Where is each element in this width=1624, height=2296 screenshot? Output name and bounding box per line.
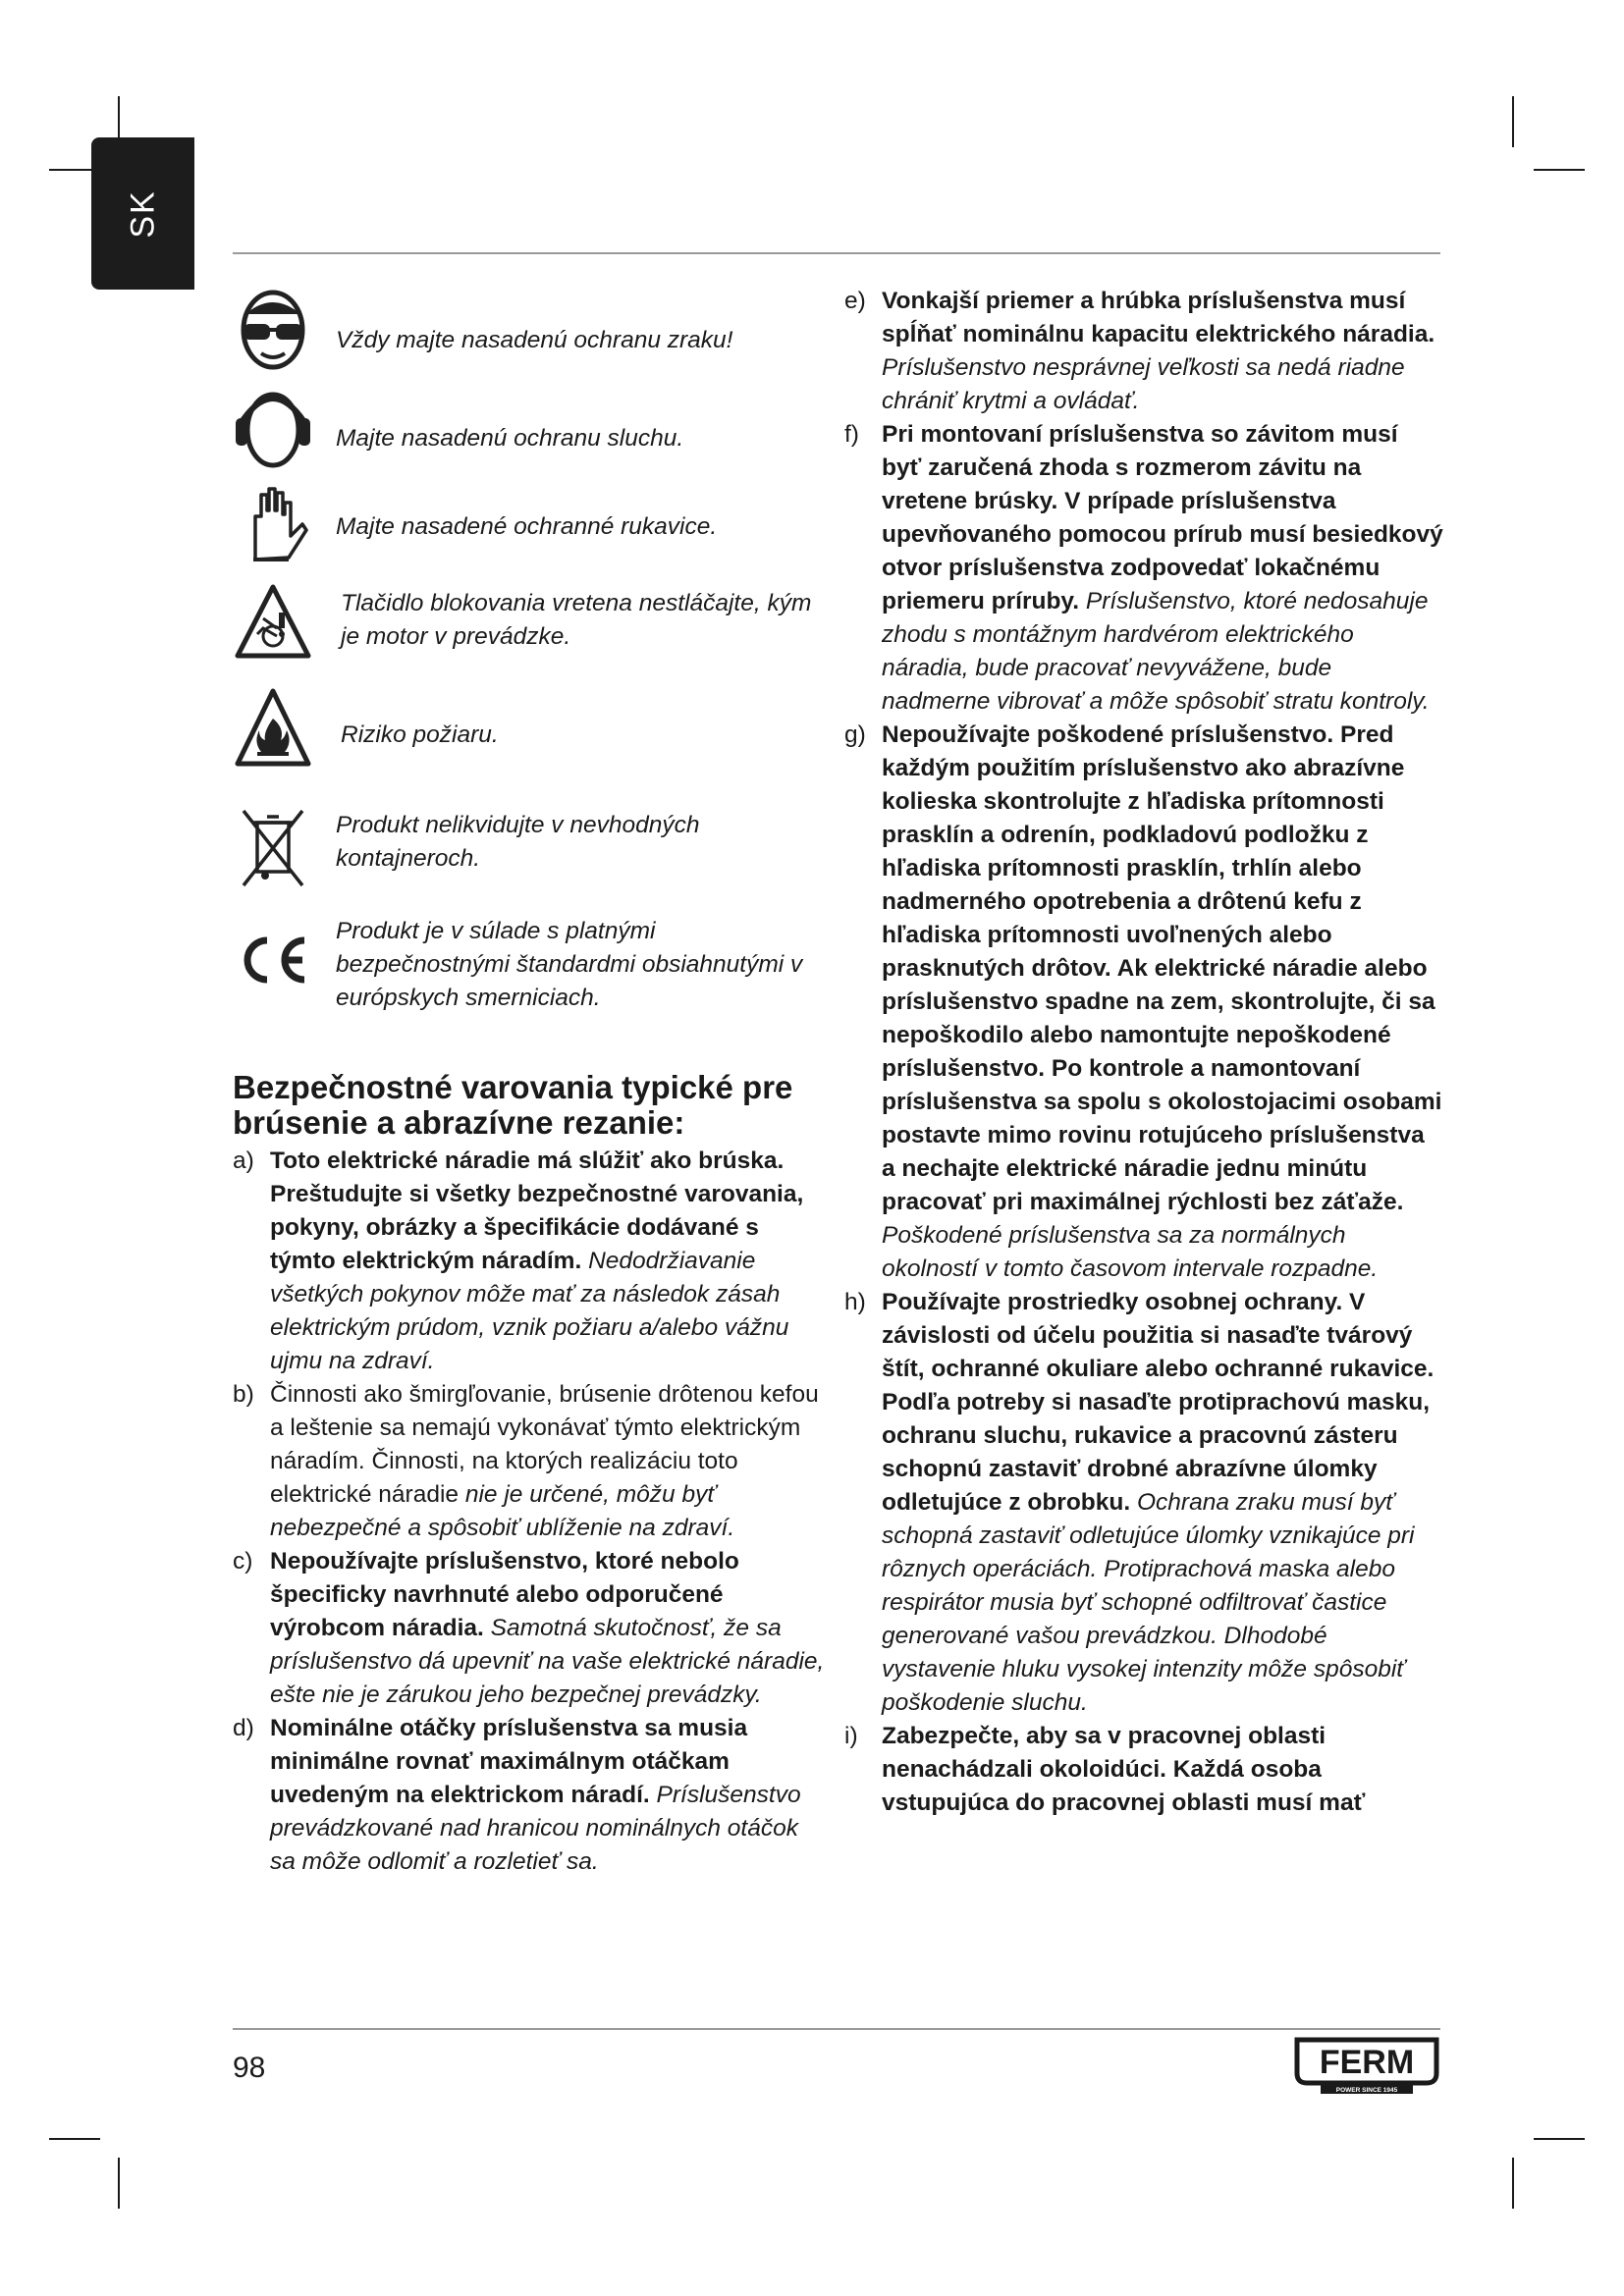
item-bold-text: Pri montovaní príslušenstva so závitom musí byť zaručená zhoda s rozmerom závitu na vretene brúsky. V prípade príslušenstva upevňovaného pomocou prírub musí besiedkový otvor príslušenstva zodpovedať lokačnému priemeru príruby. <box>882 421 1443 614</box>
logo-brand: FERM <box>1319 2044 1415 2081</box>
list-item <box>233 1378 827 1545</box>
item-label: f) <box>844 421 859 448</box>
list-item <box>233 1145 827 1378</box>
item-text: Činnosti ako šmirgľovanie, brúsenie drôtenou kefou a leštenie sa nemajú vykonávať týmto elektrickým náradím. Činnosti, na ktorých realizáciu toto elektrické náradie <box>270 1381 819 1508</box>
crop-mark <box>1512 96 1514 147</box>
item-label: g) <box>844 721 866 748</box>
footer-rule <box>233 2028 1440 2030</box>
fire-hazard-icon <box>233 685 313 774</box>
ce-mark-icon <box>233 917 313 1005</box>
item-label: d) <box>233 1715 254 1741</box>
list-item <box>844 1286 1443 1720</box>
item-italic-text: Príslušenstvo nesprávnej veľkosti sa nedá riadne chrániť krytmi a ovládať. <box>882 354 1405 414</box>
item-bold-text: Vonkajší priemer a hrúbka príslušenstva musí spĺňať nominálnu kapacitu elektrického náradia. <box>882 288 1435 347</box>
list-item <box>844 1720 1443 1820</box>
item-italic-text: nie je určené, môžu byť nebezpečné a spôsobiť ublíženie na zdraví. <box>270 1481 735 1541</box>
list-item <box>233 1712 827 1879</box>
symbol-row <box>233 579 827 681</box>
header-rule <box>233 252 1440 254</box>
symbol-text: Vždy majte nasadenú ochranu zraku! <box>336 327 733 353</box>
item-bold-text: Toto elektrické náradie má slúžiť ako brúska. Preštudujte si všetky bezpečnostné varovania, pokyny, obrázky a špecifikácie dodávané s týmto elektrickým náradím. <box>270 1148 804 1274</box>
ferm-logo <box>1293 2034 1440 2095</box>
symbol-text: Majte nasadené ochranné rukavice. <box>336 513 718 540</box>
symbol-text: Produkt nelikvidujte v nevhodných kontajneroch. <box>336 812 700 872</box>
crop-mark <box>49 2138 100 2140</box>
symbol-row <box>233 285 827 379</box>
list-item <box>844 418 1443 719</box>
item-bold-text: Nepoužívajte poškodené príslušenstvo. Pred každým použitím príslušenstvo ako abrazívne kolieska skontrolujte z hľadiska prítomnosti prasklín a odrenín, podkladovú podložku z hľadiska prítomnosti prasklín, trhlín alebo nadmerného opotrebenia a drôtenú kefu z hľadiska prítomnosti uvoľnených alebo prasknutých drôtov. Ak elektrické náradie alebo príslušenstvo spadne na zem, skontrolujte, či sa nepoškodilo alebo namontujte nepoškodené príslušenstvo. Po kontrole a namontovaní príslušenstva sa spolu s okolostojacimi osobami postavte mimo rovinu rotujúceho príslušenstva a nechajte elektrické náradie jednu minútu pracovať pri maximálnej rýchlosti bez záťaže. <box>882 721 1442 1215</box>
item-italic-text: Príslušenstvo prevádzkované nad hranicou nominálnych otáčok sa môže odlomiť a rozletieť sa. <box>270 1782 801 1875</box>
symbol-text: Riziko požiaru. <box>341 721 499 748</box>
symbol-row <box>233 803 827 905</box>
item-bold-text: Nepoužívajte príslušenstvo, ktoré nebolo špecificky navrhnuté alebo odporučené výrobcom náradia. <box>270 1548 739 1641</box>
item-italic-text: Nedodržiavanie všetkých pokynov môže mať za následok zásah elektrickým prúdom, vznik požiaru a/alebo vážnu ujmu na zdraví. <box>270 1248 789 1374</box>
symbol-row <box>233 909 827 1033</box>
item-italic-text: Samotná skutočnosť, že sa príslušenstvo dá upevniť na vaše elektrické náradie, ešte nie je zárukou jeho bezpečnej prevádzky. <box>270 1615 825 1708</box>
crop-mark <box>1534 169 1585 171</box>
crop-mark <box>118 2158 120 2209</box>
item-italic-text: Ochrana zraku musí byť schopná zastaviť odletujúce úlomky vznikajúce pri rôznych operáciách. Protiprachová maska alebo respirátor musia byť schopné odfiltrovať častice generované vašou prevádzkou. Dlhodobé vystavenie hluku vysokej intenzity môže spôsobiť poškodenie sluchu. <box>882 1489 1415 1716</box>
page-number: 98 <box>233 2052 266 2084</box>
language-code: SK <box>124 188 161 239</box>
symbol-text: Majte nasadenú ochranu sluchu. <box>336 425 684 452</box>
item-italic-text: Príslušenstvo, ktoré nedosahuje zhodu s montážnym hardvérom elektrického náradia, bude pracovať nevyvážene, bude nadmerne vibrovať a môže spôsobiť stratu kontroly. <box>882 588 1430 715</box>
spindle-lock-warning-icon <box>233 579 313 667</box>
item-italic-text: Poškodené príslušenstva sa za normálnych okolností v tomto časovom intervale rozpadne. <box>882 1222 1379 1282</box>
logo-tagline: POWER SINCE 1945 <box>1335 2087 1398 2094</box>
item-label: i) <box>844 1723 858 1749</box>
section-heading: Bezpečnostné varovania typické pre brúsenie a abrazívne rezanie: <box>233 1069 793 1141</box>
item-label: b) <box>233 1381 254 1408</box>
ear-protection-icon <box>233 383 313 471</box>
crop-mark <box>1534 2138 1585 2140</box>
symbol-text: Tlačidlo blokovania vretena nestláčajte, kým je motor v prevádzke. <box>341 590 812 650</box>
item-bold-text: Používajte prostriedky osobnej ochrany. V závislosti od účelu použitia si nasaďte tvárový štít, ochranné okuliare alebo ochranné rukavice. Podľa potreby si nasaďte protiprachovú masku, ochranu sluchu, rukavice a pracovnú zásteru schopnú zastaviť drobné abrazívne úlomky odletujúce z obrobku. <box>882 1289 1435 1516</box>
list-item <box>233 1545 827 1712</box>
symbol-row <box>233 685 827 799</box>
weee-bin-icon <box>233 803 313 891</box>
item-bold-text: Zabezpečte, aby sa v pracovnej oblasti nenachádzali okoloidúci. Každá osoba vstupujúca do pracovnej oblasti musí mať <box>882 1723 1366 1816</box>
symbol-text: Produkt je v súlade s platnými bezpečnostnými štandardmi obsiahnutými v európskych smerniciach. <box>336 918 803 1011</box>
item-bold-text: Nominálne otáčky príslušenstva sa musia minimálne rovnať maximálnym otáčkam uvedeným na elektrickom náradí. <box>270 1715 748 1808</box>
left-column <box>233 285 827 1879</box>
protective-gloves-icon <box>233 481 313 569</box>
safety-goggles-icon <box>233 285 313 373</box>
symbol-row <box>233 481 827 575</box>
list-item <box>844 719 1443 1286</box>
item-label: h) <box>844 1289 866 1315</box>
right-column <box>844 285 1443 1820</box>
item-label: e) <box>844 288 866 314</box>
list-item <box>844 285 1443 418</box>
language-tab <box>91 137 194 290</box>
item-label: c) <box>233 1548 253 1575</box>
symbol-row <box>233 383 827 477</box>
crop-mark <box>1512 2158 1514 2209</box>
item-label: a) <box>233 1148 254 1174</box>
